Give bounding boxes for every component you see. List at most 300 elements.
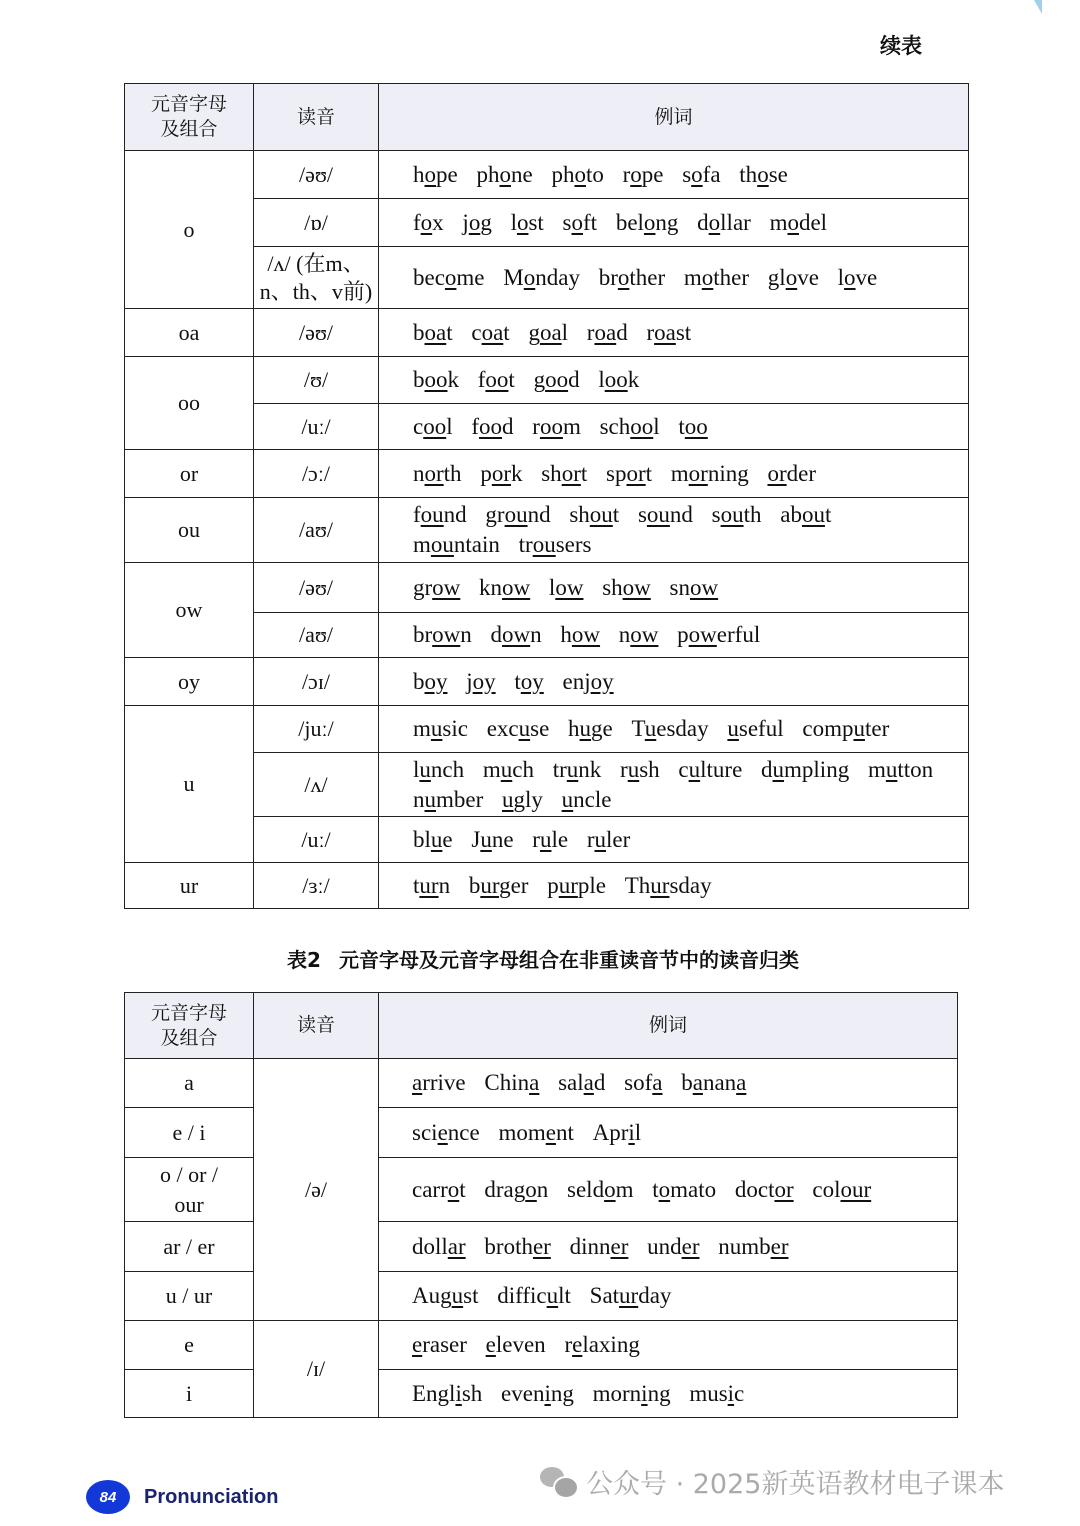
underlined-letters: ow	[622, 574, 651, 600]
example-word	[590, 1281, 672, 1311]
underlined-letters: or	[491, 460, 511, 486]
word-part: nch	[430, 756, 465, 782]
example-words	[379, 1370, 958, 1418]
example-word	[412, 1068, 466, 1098]
word-part: l	[446, 413, 453, 439]
underlined-letters: ur	[619, 1283, 639, 1308]
word-part: dinn	[569, 1233, 611, 1259]
word-part: d	[490, 622, 503, 647]
underlined-letters: oo	[423, 413, 447, 439]
vowel-letter: ou	[125, 498, 254, 563]
example-words	[379, 498, 969, 563]
example-word	[567, 1175, 633, 1205]
example-word	[564, 1330, 639, 1360]
header-examples: 例词	[379, 993, 958, 1059]
word-part: mus	[689, 1380, 728, 1406]
example-word	[712, 500, 762, 530]
word-part: ther	[713, 264, 750, 290]
word-part: ler	[605, 826, 631, 852]
underlined-letters: u	[885, 756, 898, 782]
example-word	[624, 1068, 662, 1098]
underlined-letters: o	[523, 264, 536, 290]
word-part: r	[620, 756, 628, 782]
example-words	[379, 1321, 958, 1370]
word-part: s	[682, 161, 692, 187]
word-part: seld	[567, 1176, 605, 1202]
underlined-letters: ou	[801, 502, 825, 527]
word-part: n	[536, 1176, 549, 1202]
word-part: bel	[615, 209, 644, 235]
word-part: der	[786, 460, 817, 486]
word-part: ple	[577, 872, 606, 898]
example-word	[868, 755, 933, 785]
word-part: gl	[767, 264, 786, 290]
underlined-letters: o	[525, 1176, 537, 1202]
word-part: broth	[484, 1233, 533, 1259]
example-word	[412, 1175, 466, 1205]
word-part: sp	[606, 460, 627, 486]
vowel-letter: ur	[125, 863, 254, 909]
underlined-letters: i	[727, 1380, 735, 1406]
example-words	[379, 753, 969, 817]
word-part: nan	[702, 1070, 737, 1095]
word-part: sh	[541, 460, 562, 486]
vowel-letter: u / ur	[125, 1272, 254, 1321]
word-part: f	[413, 502, 421, 527]
example-word	[413, 208, 444, 238]
word-part: k	[510, 460, 523, 486]
pronunciation: /ʊ/	[254, 357, 379, 404]
underlined-letters: oo	[424, 367, 448, 392]
example-word	[532, 412, 581, 442]
header-ipa: 读音	[254, 84, 379, 151]
underlined-letters: o	[658, 1176, 671, 1202]
example-word	[503, 263, 580, 293]
example-word	[541, 459, 587, 489]
word-part: bl	[413, 826, 431, 852]
underlined-letters: oy	[472, 668, 496, 694]
word-part: t	[652, 1176, 659, 1202]
word-part: e	[442, 826, 453, 852]
word-part: doct	[734, 1176, 775, 1202]
example-word	[681, 1068, 746, 1098]
table-row	[125, 706, 969, 753]
word-part: p	[677, 622, 689, 647]
underlined-letters: e	[545, 1119, 556, 1145]
word-part: se	[530, 716, 550, 741]
word-part: gly	[513, 786, 543, 812]
example-word	[780, 500, 831, 530]
word-part: m	[683, 264, 702, 290]
word-part: j	[462, 209, 469, 235]
underlined-letters: u	[579, 716, 592, 741]
pronunciation: /uː/	[254, 817, 379, 863]
word-part: b	[413, 319, 425, 345]
word-part: ning	[707, 460, 749, 486]
word-part: r	[532, 413, 540, 439]
word-part: Chin	[484, 1070, 530, 1095]
example-word	[684, 263, 749, 293]
underlined-letters: u	[627, 756, 640, 782]
page-number: 84	[86, 1480, 130, 1514]
underlined-letters: oo	[684, 413, 708, 439]
header-letter: 元音字母 及组合	[125, 993, 254, 1059]
word-part: sh	[569, 502, 590, 527]
example-word	[560, 620, 600, 650]
example-word	[413, 530, 500, 560]
example-word	[547, 871, 606, 901]
word-part: fa	[702, 161, 721, 187]
word-part: r	[586, 319, 595, 345]
word-part: m	[413, 716, 431, 741]
word-part: d	[761, 756, 773, 782]
table-row	[125, 498, 969, 563]
underlined-letters: u	[451, 1283, 464, 1308]
example-word	[471, 825, 513, 855]
table2-label: 表2	[287, 948, 321, 972]
word-part: c	[678, 756, 689, 782]
vowel-letter: oa	[125, 309, 254, 357]
example-word	[593, 1118, 642, 1148]
underlined-letters: i	[544, 1380, 551, 1406]
example-word	[485, 500, 550, 530]
example-word	[678, 755, 742, 785]
word-part: rrive	[422, 1070, 466, 1095]
underlined-letters: e	[485, 1332, 496, 1357]
word-part: m	[867, 756, 886, 782]
example-word	[670, 573, 719, 603]
example-word	[413, 318, 453, 348]
example-word	[563, 667, 614, 697]
example-word	[632, 714, 709, 744]
underlined-letters: ow	[689, 574, 719, 600]
word-part: nce	[447, 1119, 480, 1145]
underlined-letters: u	[561, 786, 574, 812]
word-part: r	[622, 161, 631, 187]
word-part: carr	[412, 1176, 448, 1202]
word-part: n	[413, 786, 425, 812]
example-word	[412, 1118, 480, 1148]
example-word	[562, 785, 612, 815]
word-part: tr	[518, 532, 533, 557]
underlined-letters: u	[688, 756, 701, 782]
example-word	[413, 755, 464, 785]
example-words	[379, 563, 969, 613]
pronunciation: /ʌ/	[254, 753, 379, 817]
table-row	[125, 563, 969, 613]
word-part: h	[560, 622, 572, 647]
example-word	[563, 208, 598, 238]
word-part: h	[568, 716, 580, 741]
example-words	[379, 658, 969, 706]
continued-label: 续表	[880, 34, 922, 58]
underlined-letters: ur	[419, 872, 439, 898]
word-part: drag	[484, 1176, 526, 1202]
example-word	[549, 573, 584, 603]
example-word	[619, 620, 659, 650]
example-word	[487, 714, 550, 744]
word-part: M	[503, 264, 524, 290]
word-part: c	[413, 413, 424, 439]
word-part: laxing	[582, 1332, 640, 1357]
word-part: m	[769, 209, 788, 235]
word-part: d	[616, 319, 628, 345]
word-part: mber	[436, 786, 484, 812]
word-part: Engl	[412, 1380, 456, 1406]
example-word	[498, 1118, 573, 1148]
example-word	[469, 871, 529, 901]
word-part: raser	[422, 1332, 467, 1357]
word-part: x	[432, 209, 444, 235]
example-word	[413, 785, 483, 815]
example-word	[497, 1281, 571, 1311]
word-part: und	[647, 1233, 682, 1259]
word-part: sch	[599, 413, 631, 439]
example-word	[528, 318, 568, 348]
word-part: se	[768, 161, 788, 187]
word-part: esday	[656, 716, 709, 741]
example-word	[514, 667, 543, 697]
underlined-letters: o	[604, 1176, 616, 1202]
word-part: diffic	[497, 1283, 547, 1308]
word-part: ch	[512, 756, 534, 782]
table2-caption: 元音字母及元音字母组合在非重读音节中的读音归类	[338, 948, 799, 972]
underlined-letters: ur	[558, 872, 578, 898]
underlined-letters: ar	[447, 1233, 466, 1259]
underlined-letters: o	[785, 264, 798, 290]
example-word	[767, 459, 816, 489]
word-part: d	[568, 367, 580, 392]
example-word	[587, 825, 630, 855]
table-row	[125, 151, 969, 199]
example-word	[593, 1379, 671, 1409]
example-words	[379, 817, 969, 863]
word-part: f	[471, 413, 480, 439]
underlined-letters: a	[583, 1070, 594, 1095]
word-part: n	[438, 872, 451, 898]
word-part: erful	[716, 622, 761, 647]
word-part: br	[413, 622, 433, 647]
example-word	[623, 160, 664, 190]
word-part: llar	[720, 209, 751, 235]
example-word	[511, 208, 544, 238]
page-footer	[86, 1480, 278, 1514]
underlined-letters: oa	[424, 319, 447, 345]
word-part: sn	[669, 574, 690, 600]
vowel-letter: ar / er	[125, 1222, 254, 1272]
example-words	[379, 151, 969, 199]
underlined-letters: ow	[432, 622, 461, 647]
word-part: sh	[461, 1380, 483, 1406]
example-word	[413, 871, 450, 901]
underlined-letters: u	[518, 716, 531, 741]
word-part: d	[697, 209, 709, 235]
word-part: s	[637, 502, 647, 527]
example-word	[570, 1232, 629, 1262]
underlined-letters: or	[626, 460, 646, 486]
example-word	[558, 1068, 605, 1098]
word-part: sic	[442, 716, 468, 741]
table-row	[125, 1321, 958, 1370]
word-part: bec	[413, 264, 445, 290]
example-word	[479, 573, 530, 603]
vowel-table-unstressed	[124, 992, 958, 1418]
example-words	[379, 357, 969, 404]
example-word	[718, 1232, 788, 1262]
word-part: l	[413, 756, 420, 782]
word-part: n	[413, 460, 425, 486]
example-word	[625, 871, 712, 901]
example-words	[379, 1108, 958, 1158]
word-part: mom	[498, 1119, 546, 1145]
example-word	[735, 1175, 794, 1205]
table-row	[125, 357, 969, 404]
word-part: nd	[527, 502, 551, 527]
underlined-letters: u	[644, 716, 657, 741]
underlined-letters: u	[502, 786, 514, 812]
section-title: Pronunciation	[144, 1485, 279, 1508]
word-part: Aug	[412, 1283, 452, 1308]
vowel-letter: u	[125, 706, 254, 863]
underlined-letters: u	[500, 756, 513, 782]
word-part: comp	[802, 716, 854, 741]
example-word	[471, 412, 513, 442]
word-part: del	[798, 209, 828, 235]
pronunciation: /ɒ/	[254, 199, 379, 247]
example-words	[379, 404, 969, 450]
example-word	[484, 1175, 548, 1205]
word-part: b	[413, 668, 425, 694]
word-part: m	[670, 460, 689, 486]
example-word	[532, 825, 568, 855]
word-part: ge	[591, 716, 613, 741]
pronunciation: /ɜː/	[254, 863, 379, 909]
underlined-letters: ow	[688, 622, 717, 647]
underlined-letters: u	[594, 826, 606, 852]
vowel-letter: o	[125, 151, 254, 309]
word-part: ng	[655, 209, 679, 235]
underlined-letters: o	[691, 161, 703, 187]
underlined-letters: u	[430, 826, 443, 852]
underlined-letters: oo	[630, 413, 654, 439]
word-part: r	[532, 826, 540, 852]
underlined-letters: e	[412, 1332, 423, 1357]
example-word	[480, 459, 522, 489]
word-part: n	[460, 622, 472, 647]
underlined-letters: oa	[594, 319, 617, 345]
word-part: n	[530, 622, 542, 647]
word-part: t	[580, 460, 588, 486]
underlined-letters: u	[772, 756, 785, 782]
example-word	[677, 620, 760, 650]
underlined-letters: o	[708, 209, 721, 235]
underlined-letters: ow	[432, 574, 461, 600]
word-part: ve	[797, 264, 819, 290]
word-part: tton	[897, 756, 934, 782]
vowel-letter: oo	[125, 357, 254, 450]
word-part: l	[653, 413, 660, 439]
underlined-letters: ou	[720, 502, 744, 527]
example-word	[553, 755, 602, 785]
vowel-letter: ow	[125, 563, 254, 658]
word-part: seful	[738, 716, 784, 741]
example-word	[682, 160, 720, 190]
word-part: s	[562, 209, 572, 235]
word-part: l	[634, 1119, 642, 1145]
example-word	[652, 1175, 716, 1205]
underlined-letters: o	[617, 264, 630, 290]
underlined-letters: o	[757, 161, 769, 187]
pronunciation: /ɔɪ/	[254, 658, 379, 706]
table-row	[125, 1108, 958, 1158]
word-part: t	[645, 460, 653, 486]
underlined-letters: o	[444, 264, 457, 290]
example-word	[413, 620, 472, 650]
example-word	[484, 1232, 550, 1262]
underlined-letters: oy	[590, 668, 614, 694]
table-row	[125, 1059, 958, 1108]
word-part: le	[551, 826, 569, 852]
example-word	[412, 1232, 466, 1262]
underlined-letters: u	[566, 756, 579, 782]
word-part: nday	[535, 264, 580, 290]
word-part: th	[739, 161, 758, 187]
example-word	[689, 1379, 744, 1409]
example-word	[412, 1379, 482, 1409]
word-part: T	[631, 716, 645, 741]
underlined-letters: ou	[532, 532, 556, 557]
underlined-letters: o	[447, 1176, 460, 1202]
example-word	[413, 160, 458, 190]
word-part: enj	[562, 668, 591, 694]
underlined-letters: a	[529, 1070, 540, 1095]
example-word	[598, 365, 639, 395]
word-part: ntain	[453, 532, 500, 557]
underlined-letters: u	[539, 826, 552, 852]
word-part: b	[468, 872, 481, 898]
underlined-letters: oo	[539, 413, 563, 439]
word-part: b	[681, 1070, 693, 1095]
underlined-letters: o	[516, 209, 529, 235]
word-part: t	[678, 413, 685, 439]
example-word	[620, 755, 660, 785]
underlined-letters: oa	[539, 319, 562, 345]
underlined-letters: ou	[646, 502, 670, 527]
example-word	[413, 412, 453, 442]
underlined-letters: e	[437, 1119, 448, 1145]
underlined-letters: oa	[481, 319, 504, 345]
word-part: lt	[558, 1283, 571, 1308]
word-part: pe	[436, 161, 458, 187]
vowel-letter: a	[125, 1059, 254, 1108]
underlined-letters: er	[532, 1233, 551, 1259]
example-word	[646, 318, 691, 348]
underlined-letters: e	[572, 1332, 583, 1357]
word-part: b	[413, 367, 425, 392]
example-word	[501, 1379, 574, 1409]
word-part: sh	[639, 756, 660, 782]
word-part: st	[463, 1283, 479, 1308]
pronunciation: /ɪ/	[254, 1321, 379, 1418]
word-part: sers	[555, 532, 592, 557]
word-part: t	[824, 502, 832, 527]
word-part: J	[471, 826, 481, 852]
example-word	[761, 755, 849, 785]
underlined-letters: ow	[502, 622, 531, 647]
word-part: doll	[412, 1233, 448, 1259]
pronunciation: /ə/	[254, 1059, 379, 1321]
word-part: gr	[485, 502, 505, 527]
